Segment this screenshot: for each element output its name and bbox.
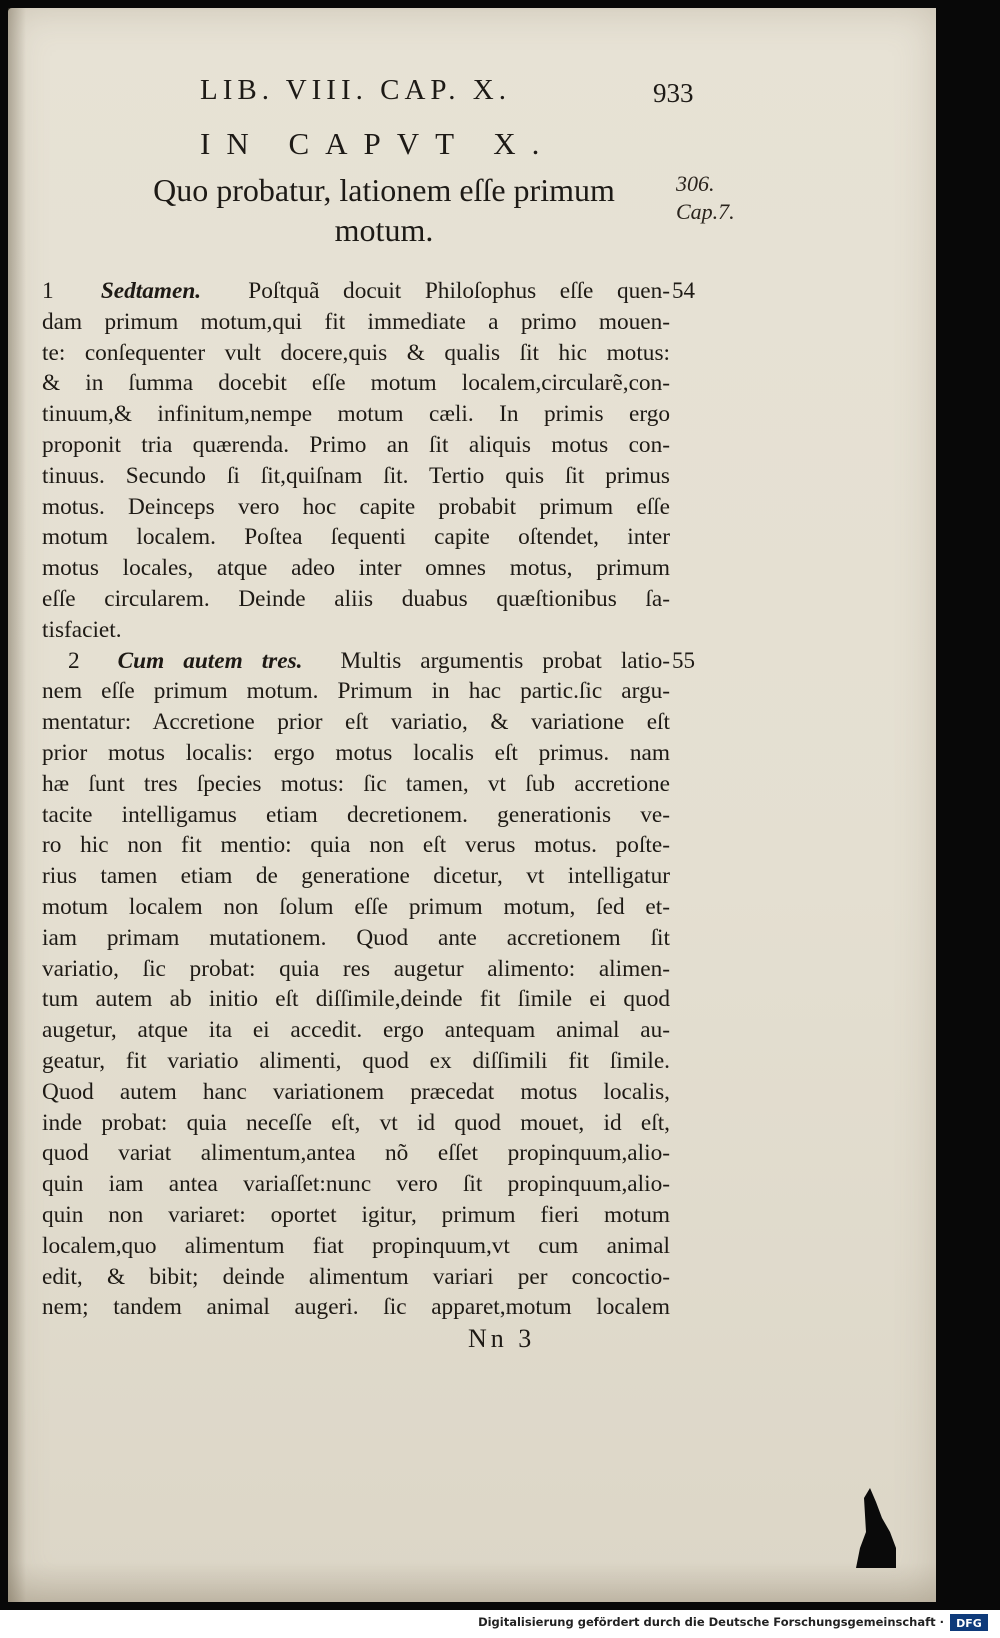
dfg-logo-icon [950,1614,988,1631]
text-line: & in ſumma docebit eſſe motum localem,circularẽ,con- [42,370,670,397]
text-line: iam primam mutationem. Quod ante accretionem ſit [42,924,670,951]
text-line: dam primum motum,qui fit immediate a primo mouen- [42,308,670,335]
text-line: tum autem ab initio eſt diſſimile,deinde fit ſimile ei quod [42,986,670,1013]
lemma: Cum autem tres. [117,647,303,674]
chapter-heading: IN CAPVT X. [200,126,556,161]
text-line: prior motus localis: ergo motus localis eſt primus. nam [42,739,670,766]
paragraph-1-first-line [42,276,670,307]
footer-credit: Digitalisierung gefördert durch die Deutsche Forschungsgemeinschaft · [478,1615,944,1629]
text-line: rius tamen etiam de generatione dicetur, vt intelligatur [42,863,670,890]
chapter-title-line-1: Quo probatur, lationem eſſe primum [153,172,615,208]
chapter-title-line-2: motum. [334,212,434,248]
text-line: quod variat alimentum,antea nõ eſſet propinquum,alio- [42,1140,670,1167]
paragraph-number: 2 [68,647,80,674]
text-line: edit, & bibit; deinde alimentum variari per concoctio- [42,1263,670,1290]
text-line: tinuum,& infinitum,nempe motum cæli. In primis ergo [42,401,670,428]
text-run: Poſtquã docuit Philoſophus eſſe quen- [248,278,670,304]
dfg-logo-text: DFG [956,1617,982,1630]
margin-note-reference: 306. Cap.7. [676,171,735,224]
text-line: tinuus. Secundo ſi ſit,quiſnam ſit. Tertio quis ſit primus [42,462,670,489]
text-line: mentatur: Accretione prior eſt variatio, & variatione eſt [42,709,670,736]
text-line: te: conſequenter vult docere,quis & qualis ſit hic motus: [42,339,670,366]
text-line: tacite intelligamus etiam decretionem. generationis ve- [42,801,670,828]
paragraph-number: 1 [42,278,54,304]
page-bottom-shadow [8,1562,936,1602]
text-line: geatur, fit variatio alimenti, quod ex diſſimili fit ſimile. [42,1047,670,1074]
text-run: Multis argumentis probat latio- [340,647,670,674]
spine-shadow [8,8,26,1602]
body-text [42,276,670,1323]
margin-number-1: 54 [672,278,695,303]
page-corner-tear [856,1488,896,1568]
book-page [8,8,936,1602]
lemma: Sedtamen. [100,278,202,304]
text-line: motus locales, atque adeo inter omnes motus, primum [42,555,670,582]
text-line: nem eſſe primum motum. Primum in hac partic.ſic argu- [42,678,670,705]
text-line: motum localem. Poſtea ſequenti capite oſtendet, inter [42,524,670,551]
text-line: ro hic non fit mentio: quia non eſt verus motus. poſte- [42,832,670,859]
running-head: LIB. VIII. CAP. X. [200,74,511,106]
paragraph-2-first-line [42,646,670,677]
signature-mark: Nn 3 [468,1324,536,1353]
text-line: nem; tandem animal augeri. ſic apparet,motum localem [42,1294,670,1321]
text-line: Quod autem hanc variationem præcedat motus localis, [42,1078,670,1105]
text-line: hæ ſunt tres ſpecies motus: ſic tamen, vt ſub accretione [42,770,670,797]
text-line: quin non variaret: oportet igitur, primum fieri motum [42,1201,670,1228]
text-line: motum localem non ſolum eſſe primum motum, ſed et- [42,893,670,920]
text-line: eſſe circularem. Deinde aliis duabus quæſtionibus ſa- [42,585,670,612]
text-line: variatio, ſic probat: quia res augetur alimento: alimen- [42,955,670,982]
margin-number-2: 55 [672,648,695,673]
footer-bar [0,1610,1000,1638]
chapter-title [94,170,674,250]
page-number: 933 [653,78,694,108]
text-line: localem,quo alimentum fiat propinquum,vt cum animal [42,1232,670,1259]
text-line: tisfaciet. [42,616,122,643]
text-line: motus. Deinceps vero hoc capite probabit primum eſſe [42,493,670,520]
text-line: quin iam antea variaſſet:nunc vero ſit propinquum,alio- [42,1171,670,1198]
text-line: augetur, atque ita ei accedit. ergo antequam animal au- [42,1017,670,1044]
text-line: proponit tria quærenda. Primo an ſit aliquis motus con- [42,431,670,458]
text-line: inde probat: quia neceſſe eſt, vt id quod mouet, id eſt, [42,1109,670,1136]
